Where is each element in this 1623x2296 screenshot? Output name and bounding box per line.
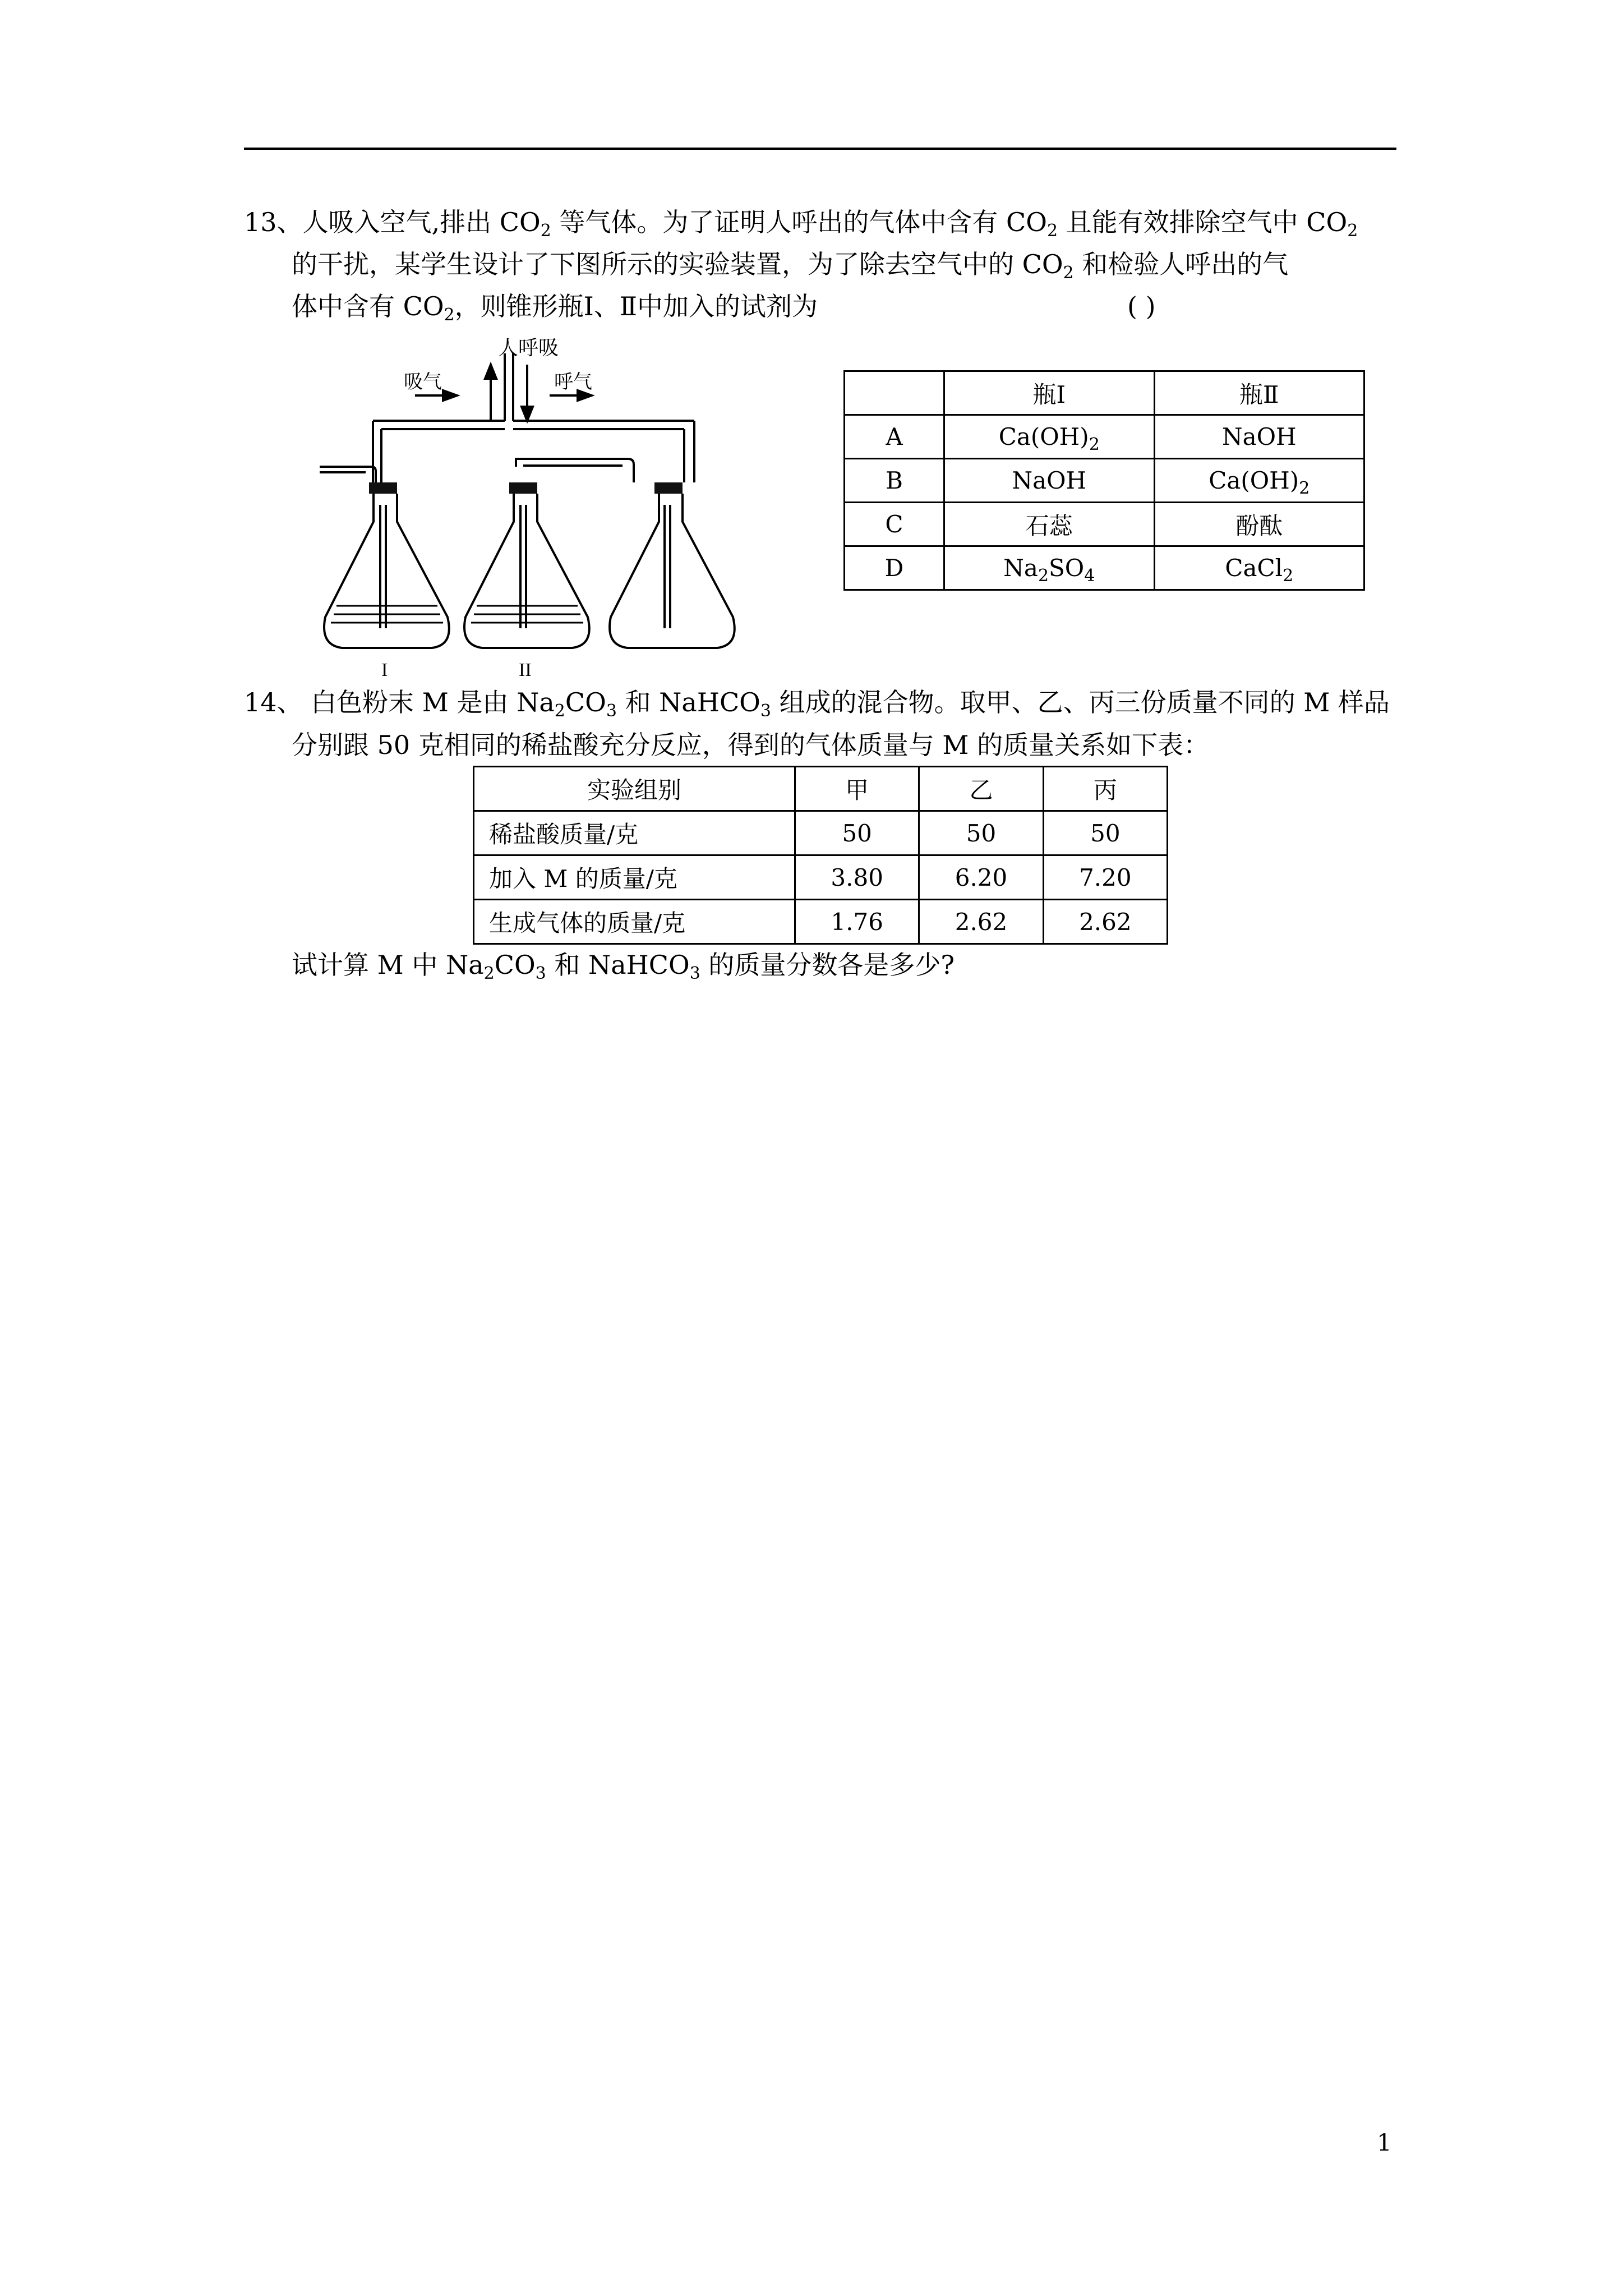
cell-value: 2.62: [919, 900, 1043, 944]
cell-value: 3.80: [795, 855, 919, 900]
table-header-row: [474, 767, 1168, 811]
q14-question: 试计算 M 中 $Na_2CO_3$ 和 NaHCO$_3$ 的质量分数各是多少?: [292, 950, 955, 983]
data-table: [473, 766, 1168, 945]
header-flask-2: 瓶Ⅱ: [1154, 371, 1364, 415]
option-flask-2: $Ca(OH)_2$: [1154, 459, 1364, 503]
option-key: D: [845, 546, 944, 590]
row-label: 生成气体的质量/克: [474, 900, 795, 944]
row-label: 稀盐酸质量/克: [474, 811, 795, 855]
table-header-row: [845, 371, 1364, 415]
header-jia: 甲: [795, 767, 919, 811]
flask-3: [610, 494, 735, 648]
stopper-1: [369, 482, 397, 494]
header-flask-1: 瓶Ⅰ: [944, 371, 1155, 415]
q13-line2: 的干扰，某学生设计了下图所示的实验装置，为了除去空气中的 $CO_2$ 和检验人呼出的气: [292, 249, 1289, 283]
cell-value: 6.20: [919, 855, 1043, 900]
stopper-3: [654, 482, 683, 494]
table-row: [474, 855, 1168, 900]
label-inhale: 吸气: [404, 371, 442, 393]
label-exhale: 呼气: [554, 371, 592, 393]
cell-value: 2.62: [1043, 900, 1167, 944]
cell-value: 50: [1043, 811, 1167, 855]
option-key: B: [845, 459, 944, 503]
option-key: A: [845, 415, 944, 459]
option-key: C: [845, 503, 944, 546]
header-group: 实验组别: [474, 767, 795, 811]
header-yi: 乙: [919, 767, 1043, 811]
q13-line1: 13、人吸入空气,排出 $CO_2$ 等气体。为了证明人呼出的气体中含有 $CO_2$ 且能有效排除空气中 $CO_2$: [244, 207, 1358, 241]
cell-value: 7.20: [1043, 855, 1167, 900]
cell-value: 50: [795, 811, 919, 855]
option-flask-2: 酚酞: [1154, 503, 1364, 546]
page-number: 1: [1377, 2129, 1392, 2156]
stopper-2: [509, 482, 537, 494]
answer-blank: ( ): [1127, 291, 1156, 321]
flask-label-1: I: [381, 660, 388, 680]
q14-line1: 14、 白色粉末 M 是由 $Na_2CO_3$ 和 NaHCO$_3$ 组成的混合物。取甲、乙、丙三份质量不同的 M 样品: [244, 687, 1390, 721]
table-row: [474, 900, 1168, 944]
label-human-breath: 人呼吸: [498, 337, 559, 359]
option-flask-1: 石蕊: [944, 503, 1155, 546]
table-row: [845, 415, 1364, 459]
options-table: [843, 370, 1365, 591]
option-flask-2: CaCl$_2$: [1154, 546, 1364, 590]
option-flask-1: NaOH: [944, 459, 1155, 503]
table-row: [845, 546, 1364, 590]
table-row: [845, 503, 1364, 546]
q13-line3: 体中含有 $CO_2$，则锥形瓶Ⅰ、Ⅱ中加入的试剂为: [292, 291, 818, 325]
header-rule: [244, 148, 1396, 150]
q14-line2: 分别跟 50 克相同的稀盐酸充分反应，得到的气体质量与 M 的质量关系如下表：: [292, 730, 1210, 760]
header-empty: [845, 371, 944, 415]
option-flask-1: $Na_2SO_4$: [944, 546, 1155, 590]
option-flask-2: NaOH: [1154, 415, 1364, 459]
header-bing: 丙: [1043, 767, 1167, 811]
apparatus-diagram: [320, 337, 746, 684]
table-row: [474, 811, 1168, 855]
option-flask-1: $Ca(OH)_2$: [944, 415, 1155, 459]
cell-value: 50: [919, 811, 1043, 855]
table-row: [845, 459, 1364, 503]
flask-label-2: II: [519, 660, 532, 680]
row-label: 加入 M 的质量/克: [474, 855, 795, 900]
cell-value: 1.76: [795, 900, 919, 944]
